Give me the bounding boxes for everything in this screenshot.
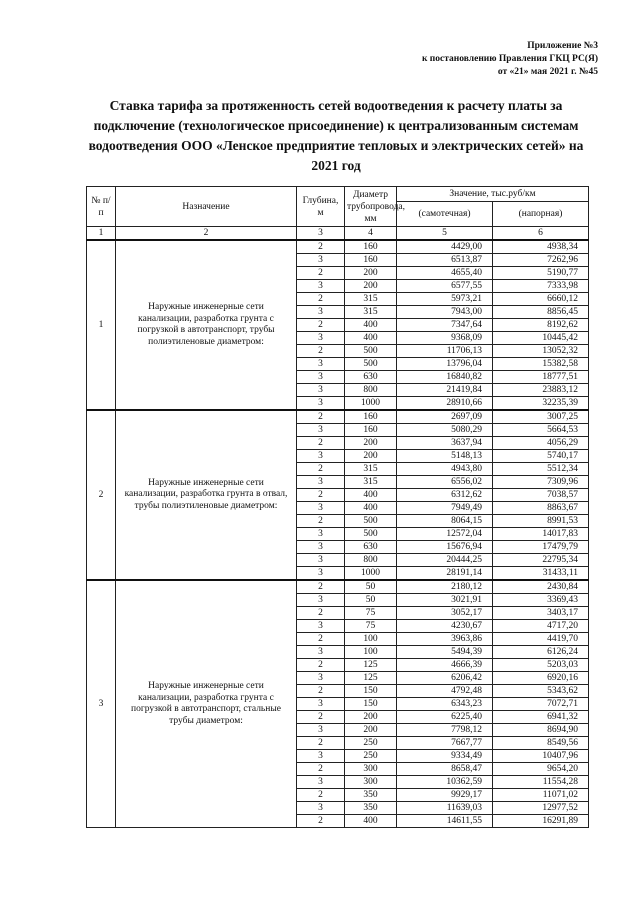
cell-depth: 2 <box>297 659 345 672</box>
cell-pressure-value: 8863,67 <box>493 502 589 515</box>
cell-pressure-value: 5203,03 <box>493 659 589 672</box>
cell-gravity-value: 4792,48 <box>397 685 493 698</box>
cell-pressure-value: 11071,02 <box>493 789 589 802</box>
cell-pressure-value: 4938,34 <box>493 240 589 254</box>
group-purpose: Наружные инженерные сети канализации, разработка грунта с погрузкой в автотранспорт, стальные трубы диаметром: <box>116 580 297 828</box>
cell-depth: 2 <box>297 463 345 476</box>
appendix-line-2: к постановлению Правления ГКЦ РС(Я) <box>421 54 598 64</box>
cell-pressure-value: 5343,62 <box>493 685 589 698</box>
cell-depth: 3 <box>297 332 345 345</box>
cell-pressure-value: 11554,28 <box>493 776 589 789</box>
cell-gravity-value: 11706,13 <box>397 345 493 358</box>
cell-diameter: 800 <box>345 554 397 567</box>
cell-gravity-value: 4666,39 <box>397 659 493 672</box>
cell-diameter: 50 <box>345 580 397 594</box>
header-value: Значение, тыс.руб/км <box>397 187 589 202</box>
cell-diameter: 630 <box>345 541 397 554</box>
cell-pressure-value: 3369,43 <box>493 594 589 607</box>
cell-gravity-value: 9368,09 <box>397 332 493 345</box>
group-purpose: Наружные инженерные сети канализации, разработка грунта с погрузкой в автотранспорт, трубы полиэтиленовые диаметром: <box>116 240 297 410</box>
cell-pressure-value: 13052,32 <box>493 345 589 358</box>
cell-pressure-value: 8856,45 <box>493 306 589 319</box>
cell-gravity-value: 9334,49 <box>397 750 493 763</box>
cell-pressure-value: 4717,20 <box>493 620 589 633</box>
cell-depth: 3 <box>297 280 345 293</box>
cell-depth: 3 <box>297 450 345 463</box>
cell-diameter: 75 <box>345 607 397 620</box>
cell-pressure-value: 8192,62 <box>493 319 589 332</box>
cell-diameter: 160 <box>345 424 397 437</box>
cell-pressure-value: 6941,32 <box>493 711 589 724</box>
cell-diameter: 400 <box>345 815 397 828</box>
group-purpose: Наружные инженерные сети канализации, разработка грунта в отвал, трубы полиэтиленовые диаметром: <box>116 410 297 580</box>
cell-depth: 2 <box>297 763 345 776</box>
cell-pressure-value: 7333,98 <box>493 280 589 293</box>
cell-gravity-value: 7798,12 <box>397 724 493 737</box>
cell-gravity-value: 4943,80 <box>397 463 493 476</box>
tariff-table <box>86 186 589 828</box>
cell-diameter: 75 <box>345 620 397 633</box>
cell-depth: 2 <box>297 267 345 280</box>
cell-diameter: 125 <box>345 659 397 672</box>
cell-diameter: 315 <box>345 476 397 489</box>
cell-depth: 2 <box>297 437 345 450</box>
cell-pressure-value: 2430,84 <box>493 580 589 594</box>
cell-diameter: 1000 <box>345 567 397 581</box>
cell-depth: 3 <box>297 371 345 384</box>
cell-gravity-value: 3021,91 <box>397 594 493 607</box>
cell-gravity-value: 9929,17 <box>397 789 493 802</box>
cell-depth: 3 <box>297 528 345 541</box>
cell-diameter: 500 <box>345 515 397 528</box>
cell-depth: 2 <box>297 737 345 750</box>
table-body <box>87 240 589 828</box>
cell-diameter: 800 <box>345 384 397 397</box>
cell-diameter: 100 <box>345 633 397 646</box>
cell-gravity-value: 15676,94 <box>397 541 493 554</box>
cell-pressure-value: 7072,71 <box>493 698 589 711</box>
cell-depth: 2 <box>297 633 345 646</box>
cell-depth: 3 <box>297 750 345 763</box>
cell-gravity-value: 8658,47 <box>397 763 493 776</box>
cell-pressure-value: 7309,96 <box>493 476 589 489</box>
appendix-line-3: от «21» мая 2021 г. №45 <box>497 67 598 77</box>
cell-diameter: 500 <box>345 345 397 358</box>
cell-depth: 3 <box>297 646 345 659</box>
cell-depth: 3 <box>297 306 345 319</box>
cell-diameter: 630 <box>345 371 397 384</box>
cell-gravity-value: 2697,09 <box>397 410 493 424</box>
cell-pressure-value: 5664,53 <box>493 424 589 437</box>
cell-pressure-value: 8549,56 <box>493 737 589 750</box>
cell-pressure-value: 8694,90 <box>493 724 589 737</box>
cell-diameter: 50 <box>345 594 397 607</box>
cell-gravity-value: 7943,00 <box>397 306 493 319</box>
cell-diameter: 400 <box>345 502 397 515</box>
cell-depth: 3 <box>297 358 345 371</box>
header-pressure: (напорная) <box>493 202 589 227</box>
cell-pressure-value: 12977,52 <box>493 802 589 815</box>
cell-pressure-value: 7038,57 <box>493 489 589 502</box>
cell-gravity-value: 3052,17 <box>397 607 493 620</box>
cell-pressure-value: 6920,16 <box>493 672 589 685</box>
cell-diameter: 315 <box>345 293 397 306</box>
cell-diameter: 100 <box>345 646 397 659</box>
cell-gravity-value: 6312,62 <box>397 489 493 502</box>
cell-pressure-value: 10445,42 <box>493 332 589 345</box>
cell-diameter: 200 <box>345 437 397 450</box>
cell-diameter: 160 <box>345 254 397 267</box>
cell-diameter: 400 <box>345 489 397 502</box>
cell-gravity-value: 8064,15 <box>397 515 493 528</box>
col-number: 4 <box>345 227 397 241</box>
cell-gravity-value: 28191,14 <box>397 567 493 581</box>
cell-depth: 3 <box>297 567 345 581</box>
cell-pressure-value: 7262,96 <box>493 254 589 267</box>
cell-gravity-value: 20444,25 <box>397 554 493 567</box>
cell-diameter: 160 <box>345 410 397 424</box>
cell-diameter: 500 <box>345 358 397 371</box>
cell-depth: 2 <box>297 515 345 528</box>
cell-gravity-value: 10362,59 <box>397 776 493 789</box>
cell-pressure-value: 5740,17 <box>493 450 589 463</box>
cell-pressure-value: 6660,12 <box>493 293 589 306</box>
cell-gravity-value: 2180,12 <box>397 580 493 594</box>
cell-gravity-value: 3963,86 <box>397 633 493 646</box>
cell-pressure-value: 32235,39 <box>493 397 589 411</box>
cell-pressure-value: 9654,20 <box>493 763 589 776</box>
cell-gravity-value: 4230,67 <box>397 620 493 633</box>
cell-depth: 2 <box>297 489 345 502</box>
appendix-line-1: Приложение №3 <box>527 41 598 51</box>
cell-gravity-value: 28910,66 <box>397 397 493 411</box>
cell-gravity-value: 7949,49 <box>397 502 493 515</box>
cell-diameter: 160 <box>345 240 397 254</box>
cell-pressure-value: 8991,53 <box>493 515 589 528</box>
cell-diameter: 1000 <box>345 397 397 411</box>
cell-diameter: 125 <box>345 672 397 685</box>
cell-pressure-value: 17479,79 <box>493 541 589 554</box>
col-number: 6 <box>493 227 589 241</box>
cell-depth: 3 <box>297 541 345 554</box>
cell-depth: 3 <box>297 802 345 815</box>
header-purpose: Назначение <box>116 187 297 227</box>
table-row <box>87 580 589 594</box>
header-depth: Глубина, м <box>297 187 345 227</box>
header-gravity: (самотечная) <box>397 202 493 227</box>
cell-depth: 2 <box>297 815 345 828</box>
cell-gravity-value: 4429,00 <box>397 240 493 254</box>
cell-pressure-value: 4419,70 <box>493 633 589 646</box>
cell-diameter: 350 <box>345 789 397 802</box>
cell-gravity-value: 6206,42 <box>397 672 493 685</box>
cell-pressure-value: 5512,34 <box>493 463 589 476</box>
cell-depth: 2 <box>297 580 345 594</box>
col-number: 2 <box>116 227 297 241</box>
cell-diameter: 200 <box>345 724 397 737</box>
appendix-header <box>422 40 598 79</box>
cell-diameter: 200 <box>345 280 397 293</box>
cell-gravity-value: 6225,40 <box>397 711 493 724</box>
cell-gravity-value: 7667,77 <box>397 737 493 750</box>
group-number: 1 <box>87 240 116 410</box>
cell-gravity-value: 5973,21 <box>397 293 493 306</box>
cell-depth: 3 <box>297 594 345 607</box>
cell-gravity-value: 13796,04 <box>397 358 493 371</box>
cell-pressure-value: 15382,58 <box>493 358 589 371</box>
cell-pressure-value: 3403,17 <box>493 607 589 620</box>
cell-depth: 2 <box>297 685 345 698</box>
cell-gravity-value: 6513,87 <box>397 254 493 267</box>
cell-depth: 3 <box>297 384 345 397</box>
cell-depth: 3 <box>297 620 345 633</box>
cell-depth: 2 <box>297 789 345 802</box>
cell-depth: 3 <box>297 397 345 411</box>
cell-diameter: 150 <box>345 685 397 698</box>
cell-depth: 3 <box>297 554 345 567</box>
cell-gravity-value: 6577,55 <box>397 280 493 293</box>
cell-pressure-value: 3007,25 <box>493 410 589 424</box>
cell-depth: 3 <box>297 672 345 685</box>
cell-gravity-value: 5148,13 <box>397 450 493 463</box>
cell-gravity-value: 14611,55 <box>397 815 493 828</box>
cell-diameter: 400 <box>345 332 397 345</box>
col-number: 3 <box>297 227 345 241</box>
cell-diameter: 250 <box>345 737 397 750</box>
cell-depth: 2 <box>297 345 345 358</box>
table-row <box>87 410 589 424</box>
cell-depth: 2 <box>297 607 345 620</box>
cell-gravity-value: 5494,39 <box>397 646 493 659</box>
cell-pressure-value: 4056,29 <box>493 437 589 450</box>
table-row <box>87 240 589 254</box>
cell-depth: 3 <box>297 254 345 267</box>
cell-pressure-value: 5190,77 <box>493 267 589 280</box>
cell-diameter: 315 <box>345 306 397 319</box>
cell-diameter: 300 <box>345 763 397 776</box>
cell-pressure-value: 22795,34 <box>493 554 589 567</box>
cell-diameter: 400 <box>345 319 397 332</box>
cell-diameter: 315 <box>345 463 397 476</box>
col-number: 1 <box>87 227 116 241</box>
cell-depth: 2 <box>297 293 345 306</box>
cell-diameter: 150 <box>345 698 397 711</box>
cell-diameter: 350 <box>345 802 397 815</box>
cell-depth: 3 <box>297 724 345 737</box>
cell-gravity-value: 6556,02 <box>397 476 493 489</box>
cell-diameter: 200 <box>345 450 397 463</box>
group-number: 2 <box>87 410 116 580</box>
header-diameter: Диаметр трубопровода, мм <box>345 187 397 227</box>
cell-depth: 3 <box>297 424 345 437</box>
cell-gravity-value: 11639,03 <box>397 802 493 815</box>
cell-pressure-value: 10407,96 <box>493 750 589 763</box>
cell-depth: 2 <box>297 319 345 332</box>
cell-pressure-value: 18777,51 <box>493 371 589 384</box>
cell-depth: 3 <box>297 698 345 711</box>
cell-pressure-value: 31433,11 <box>493 567 589 581</box>
cell-gravity-value: 6343,23 <box>397 698 493 711</box>
group-number: 3 <box>87 580 116 828</box>
cell-depth: 2 <box>297 410 345 424</box>
cell-diameter: 300 <box>345 776 397 789</box>
cell-gravity-value: 3637,94 <box>397 437 493 450</box>
header-num: № п/п <box>87 187 116 227</box>
cell-depth: 2 <box>297 711 345 724</box>
cell-diameter: 250 <box>345 750 397 763</box>
document-title: Ставка тарифа за протяженность сетей водоотведения к расчету платы за подключение (технологическое присоединение) к централизованным системам водоотведения ООО «Ленское предприятие тепловых и электрических сетей» на 2021 год <box>88 98 584 173</box>
cell-pressure-value: 14017,83 <box>493 528 589 541</box>
cell-depth: 3 <box>297 502 345 515</box>
cell-pressure-value: 16291,89 <box>493 815 589 828</box>
cell-pressure-value: 23883,12 <box>493 384 589 397</box>
cell-depth: 2 <box>297 240 345 254</box>
cell-depth: 3 <box>297 776 345 789</box>
cell-pressure-value: 6126,24 <box>493 646 589 659</box>
cell-diameter: 500 <box>345 528 397 541</box>
cell-gravity-value: 16840,82 <box>397 371 493 384</box>
cell-gravity-value: 21419,84 <box>397 384 493 397</box>
cell-gravity-value: 5080,29 <box>397 424 493 437</box>
cell-diameter: 200 <box>345 711 397 724</box>
cell-gravity-value: 7347,64 <box>397 319 493 332</box>
cell-diameter: 200 <box>345 267 397 280</box>
cell-gravity-value: 12572,04 <box>397 528 493 541</box>
col-number: 5 <box>397 227 493 241</box>
cell-depth: 3 <box>297 476 345 489</box>
cell-gravity-value: 4655,40 <box>397 267 493 280</box>
